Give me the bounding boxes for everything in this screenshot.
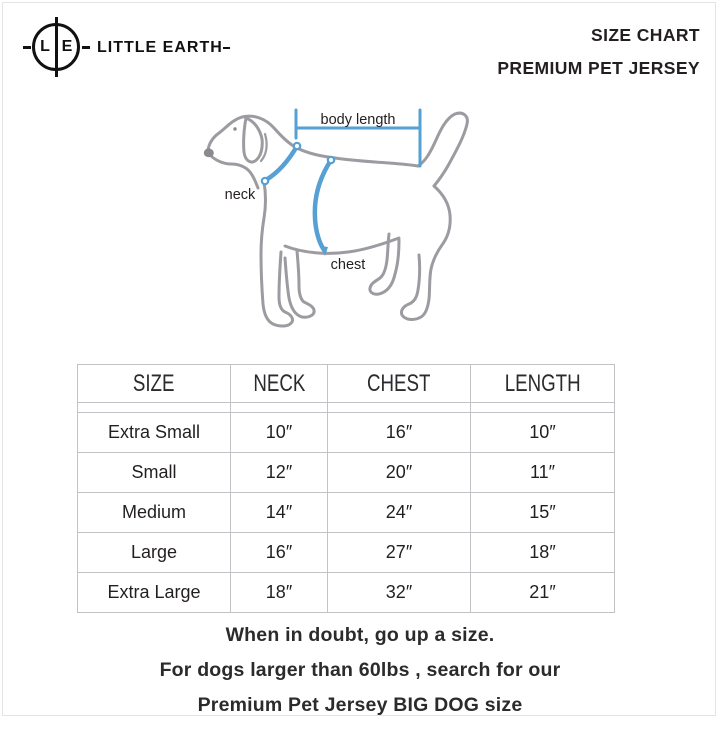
cell-chest: 24″ — [328, 493, 471, 533]
cell-size: Large — [78, 533, 231, 573]
logo-dash-left — [23, 46, 31, 49]
cell-size: Extra Large — [78, 573, 231, 613]
brand-logo — [24, 20, 284, 76]
cell-length: 10″ — [471, 413, 615, 453]
logo-dash-right — [82, 46, 90, 49]
dog-diagram-svg — [185, 88, 485, 353]
cell-chest: 27″ — [328, 533, 471, 573]
dog-eye — [233, 127, 236, 130]
logo-letter-l: L — [40, 38, 50, 55]
brand-name-tail-dash — [223, 47, 230, 50]
brand-name — [97, 20, 230, 76]
dog-nose — [205, 149, 213, 156]
cell-chest: 32″ — [328, 573, 471, 613]
cell-length: 21″ — [471, 573, 615, 613]
column-header-size-text: SIZE — [133, 369, 175, 397]
table-row — [78, 453, 615, 493]
cell-size: Medium — [78, 493, 231, 533]
title-block — [497, 25, 700, 78]
cell-chest: 20″ — [328, 453, 471, 493]
chest-strap — [315, 160, 331, 250]
column-header-length — [471, 365, 615, 403]
logo-letter-e: E — [61, 38, 73, 55]
spacer-cell — [231, 403, 328, 413]
column-header-length-text: LENGTH — [504, 369, 581, 397]
cell-size: Extra Small — [78, 413, 231, 453]
table-row — [78, 413, 615, 453]
cell-neck: 16″ — [231, 533, 328, 573]
table-row — [78, 493, 615, 533]
spacer-cell — [78, 403, 231, 413]
logo-vertical-line — [55, 17, 58, 77]
measurement-annotations — [262, 110, 420, 256]
neck-collar — [266, 146, 297, 180]
collar-ring-bottom — [262, 178, 268, 184]
footer-notes — [0, 618, 720, 723]
brand-name-text: LITTLE EARTH — [97, 39, 223, 56]
note-line-2: For dogs larger than 60lbs , search for our — [159, 659, 561, 681]
cell-neck: 14″ — [231, 493, 328, 533]
cell-length: 18″ — [471, 533, 615, 573]
spacer-cell — [471, 403, 615, 413]
column-header-size — [78, 365, 231, 403]
table-row — [78, 533, 615, 573]
cell-length: 15″ — [471, 493, 615, 533]
body-length-label: body length — [320, 112, 396, 128]
page-subtitle: PREMIUM PET JERSEY — [497, 58, 700, 78]
note-line-1: When in doubt, go up a size. — [225, 624, 495, 646]
spacer-cell — [328, 403, 471, 413]
column-header-chest-text: CHEST — [367, 369, 431, 397]
cell-neck: 12″ — [231, 453, 328, 493]
neck-label: neck — [224, 187, 256, 203]
collar-ring-top — [294, 143, 300, 149]
header-spacer-row — [78, 403, 615, 413]
cell-chest: 16″ — [328, 413, 471, 453]
dog-outline — [205, 113, 468, 326]
table-header-row — [78, 365, 615, 403]
cell-size: Small — [78, 453, 231, 493]
chest-strap-ring — [328, 157, 334, 163]
dog-diagram — [185, 88, 485, 353]
chest-label: chest — [330, 257, 366, 273]
page-title: SIZE CHART — [591, 25, 700, 45]
size-chart-table — [77, 364, 615, 613]
cell-neck: 18″ — [231, 573, 328, 613]
note-line-3: Premium Pet Jersey BIG DOG size — [197, 694, 523, 716]
cell-length: 11″ — [471, 453, 615, 493]
table-row — [78, 573, 615, 613]
column-header-neck-text: NECK — [252, 369, 306, 397]
cell-neck: 10″ — [231, 413, 328, 453]
column-header-neck — [231, 365, 328, 403]
column-header-chest — [328, 365, 471, 403]
